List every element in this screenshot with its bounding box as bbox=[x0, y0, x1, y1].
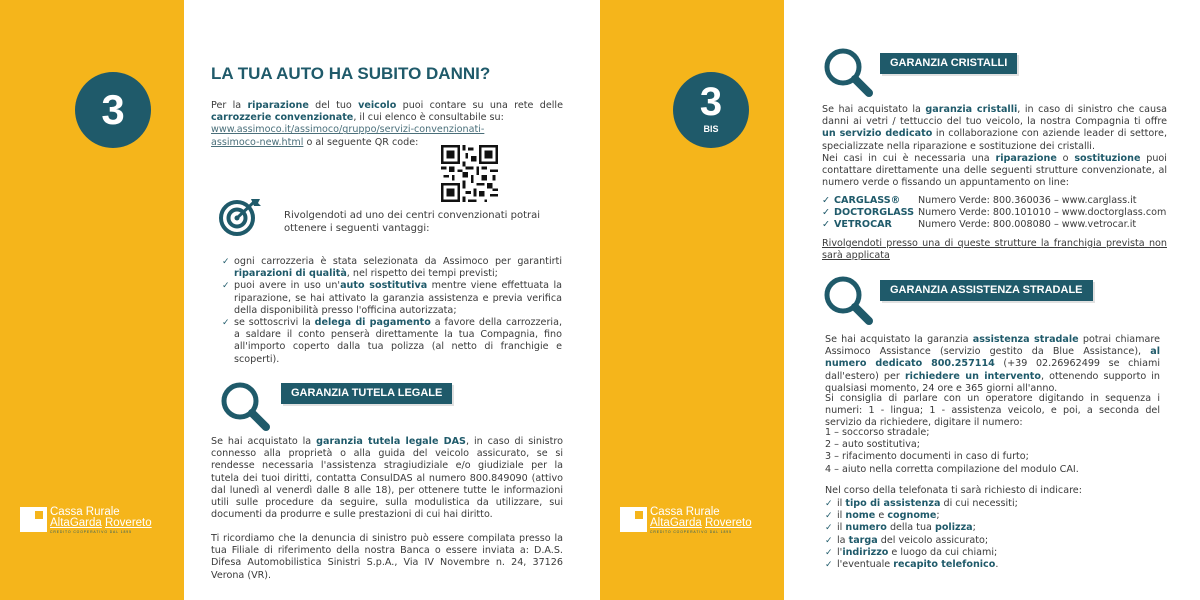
sequenza-paragraph: Si consiglia di parlare con un operatore digitando in sequenza i numeri: 1 - lingua; 1 - assistenza veicolo, e poi, a seconda del servizio da richiedere, digitare il numero: bbox=[825, 393, 1160, 429]
list-item: ✓ la targa del veicolo assicurato; bbox=[825, 535, 1160, 547]
step-badge-right bbox=[673, 72, 749, 148]
options-list bbox=[825, 427, 1160, 476]
list-item: 1 – soccorso stradale; bbox=[825, 427, 930, 438]
list-item: ✓ puoi avere in uso un'auto sostitutiva mentre viene effettuata la riparazione, se hai attivato la garanzia assistenza e previa verifica della disponibilità presso l'officina autorizzata; bbox=[222, 280, 562, 317]
logo-line1: Cassa Rurale bbox=[650, 506, 720, 518]
brand-logo bbox=[620, 506, 770, 534]
logo-mark bbox=[20, 507, 47, 532]
list-item: ✓ il nome e cognome; bbox=[825, 510, 1160, 522]
intro-paragraph: Per la riparazione del tuo veicolo puoi contare su una rete delle carrozzerie convenzionate, il cui elenco è consultabile su: www.assimoco.it/assimoco/gruppo/servizi-convenzionati- assimoco-new.html o al seguente QR code: bbox=[211, 100, 563, 148]
list-item: ✓ l'indirizzo e luogo da cui chiami; bbox=[825, 547, 1160, 559]
logo-mark bbox=[620, 507, 647, 532]
list-item: ✓ il tipo di assistenza di cui necessiti; bbox=[825, 498, 1160, 510]
search-icon bbox=[219, 380, 271, 432]
list-item: 3 – rifacimento documenti in caso di furto; bbox=[825, 451, 1029, 463]
stradale-banner: GARANZIA ASSISTENZA STRADALE bbox=[880, 280, 1093, 301]
logo-line2: AltaGarda Rovereto bbox=[50, 517, 152, 529]
list-item: ✓ VETROCAR Numero Verde: 800.008080 – www.vetrocar.it bbox=[822, 219, 1137, 231]
franchigia-note: Rivolgendoti presso una di queste strutture la franchigia prevista non sarà applicata bbox=[822, 238, 1167, 262]
tutela-paragraph: Se hai acquistato la garanzia tutela legale DAS, in caso di sinistro connesso alla proprietà o alla guida del veicolo assicurato, se si rendesse necessaria l'assistenza stragiudiziale e/o giudiziale per la tutela dei tuoi diritti, contatta ConsulDAS al numero 800.849090 (attivo dal lunedì al venerdì dalle 8 alle 18), per ottenere tutte le informazioni utili sulle procedure da seguire, sulla modulistica da utilizzare, sui documenti da produrre e sulle prestazioni di cui hai diritto. bbox=[211, 436, 563, 521]
assimoco-link[interactable]: www.assimoco.it/assimoco/gruppo/servizi-convenzionati- bbox=[211, 124, 485, 136]
list-item: ✓ l'eventuale recapito telefonico. bbox=[825, 559, 1160, 571]
step-badge-left bbox=[75, 72, 151, 148]
telefonata-list bbox=[825, 498, 1160, 571]
list-item: ✓ se sottoscrivi la delega di pagamento a favore della carrozzeria, a saldare il conto penserà direttamente la tua Compagnia, fino all'importo coperto dalla tua polizza (al netto di franchigie e scoperti). bbox=[222, 317, 562, 366]
step-number: 3 bbox=[101, 86, 125, 133]
telefonata-text: Nel corso della telefonata ti sarà richiesto di indicare: bbox=[825, 485, 1082, 496]
search-icon bbox=[822, 274, 874, 326]
target-text: Rivolgendoti ad uno dei centri convenzionati potrai ottenere i seguenti vantaggi: bbox=[284, 210, 541, 234]
list-item: ✓ il numero della tua polizza; bbox=[825, 522, 1160, 534]
target-icon bbox=[218, 197, 262, 237]
list-item: 4 – aiuto nella corretta compilazione del modulo CAI. bbox=[825, 463, 1079, 475]
list-item: ✓ DOCTORGLASS Numero Verde: 800.101010 – www.doctorglass.com bbox=[822, 207, 1167, 219]
brand-logo bbox=[20, 506, 170, 534]
logo-line1: Cassa Rurale bbox=[50, 506, 120, 518]
search-icon bbox=[822, 46, 874, 98]
list-item: 2 – auto sostitutiva; bbox=[825, 439, 920, 451]
reminder-paragraph: Ti ricordiamo che la denuncia di sinistro può essere compilata presso la tua Filiale di riferimento della nostra Banca o essere inviata a: D.A.S. Difesa Automobilistica Sinistri S.p.A., Via IV Novembre n. 24, 37126 Verona (VR). bbox=[211, 533, 563, 581]
list-item: ✓ ogni carrozzeria è stata selezionata da Assimoco per garantirti riparazioni di qualità, nel rispetto dei tempi previsti; bbox=[222, 256, 562, 280]
qr-code bbox=[441, 145, 498, 202]
tutela-banner: GARANZIA TUTELA LEGALE bbox=[281, 383, 452, 404]
cristalli-banner: GARANZIA CRISTALLI bbox=[880, 53, 1017, 74]
step-number-sub: BIS bbox=[703, 124, 719, 134]
cristalli-paragraph: Se hai acquistato la garanzia cristalli, in caso di sinistro che causa danni ai vetri / tettuccio del tuo veicolo, la nostra Compagnia ti offre un servizio dedicato in collaborazione con aziende leader di settore, specializzate nella riparazione e sostituzione dei cristalli. Nei casi in cui è necessaria una riparazione o sostituzione puoi contattare direttamente una delle seguenti strutture convenzionate, al numero verde o fissando un appuntamento on line: bbox=[822, 104, 1167, 189]
list-item: ✓ CARGLASS® Numero Verde: 800.360036 – www.carglass.it bbox=[822, 195, 1137, 206]
partners-list bbox=[822, 195, 1172, 232]
logo-tagline: CREDITO COOPERATIVO DAL 1895 bbox=[650, 530, 732, 534]
assimoco-link-cont[interactable]: assimoco-new.html bbox=[211, 136, 304, 148]
stradale-paragraph: Se hai acquistato la garanzia assistenza stradale potrai chiamare Assimoco Assistance (servizio gestito da Blue Assistance), al numero dedicato 800.257114 (+39 02.26962499 se chiami dall'estero) per richiedere un intervento, ottenendo supporto in qualsiasi momento, 24 ore e 365 giorni all'anno. bbox=[825, 334, 1161, 394]
logo-line2: AltaGarda Rovereto bbox=[650, 517, 752, 529]
logo-tagline: CREDITO COOPERATIVO DAL 1895 bbox=[50, 530, 132, 534]
page-title: LA TUA AUTO HA SUBITO DANNI? bbox=[211, 64, 491, 83]
step-number: 3 bbox=[699, 80, 723, 124]
benefits-list bbox=[222, 256, 562, 366]
